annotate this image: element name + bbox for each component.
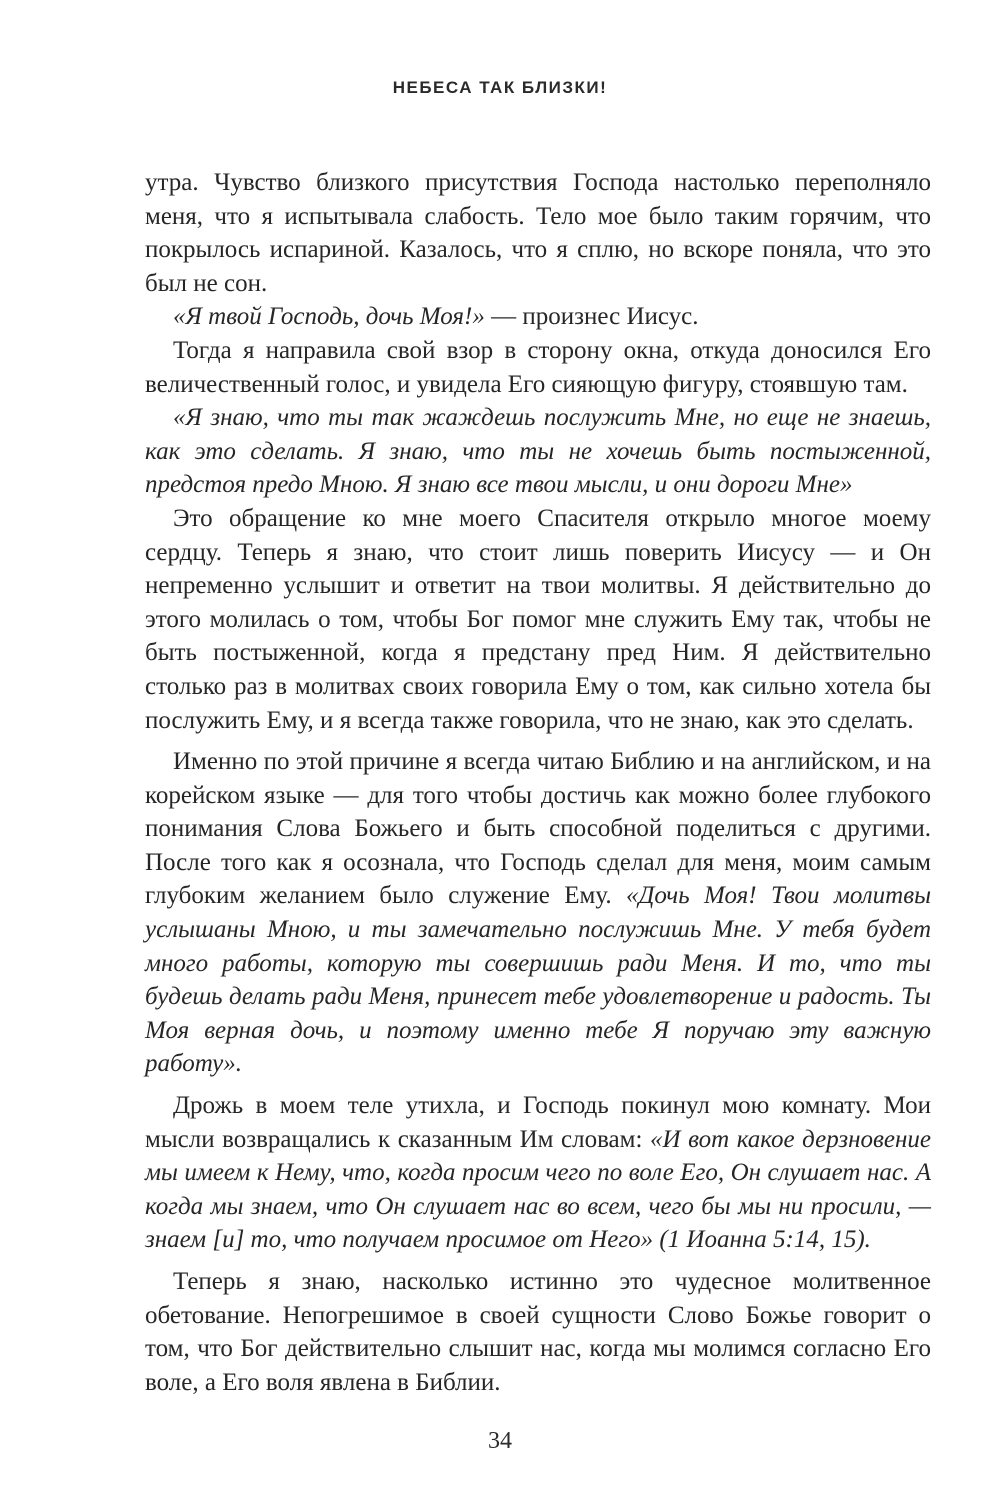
paragraph-2-rest: — произнес Иисус. [484,303,699,331]
paragraph-6-text: Именно по этой причине я всегда читаю Библию и на английском, и на корейском языке — для того чтобы достичь как можно более глубокого понимания Слова Божьего и быть способной поделиться с другими. После того как я осознала, что Господь сделал для меня, моим самым глубоким желанием было служение Ему. [145,748,931,910]
running-title: НЕБЕСА ТАК БЛИЗКИ! [392,78,608,97]
paragraph-8: Теперь я знаю, насколько истинно это чудесное молитвенное обетование. Непогрешимое в своей сущности Слово Божье говорит о том, что Бог действительно слышит нас, когда мы молимся согласно Его воле, а Его воля явлена в Библии. [145,1268,931,1396]
paragraph-7 [145,1089,931,1257]
paragraph-1: утра. Чувство близкого присутствия Господа настолько переполняло меня, что я испытывала слабость. Тело мое было таким горячим, что покрылось испариной. Казалось, что я сплю, но вскоре поняла, что это был не сон. [145,169,931,297]
paragraph-3: Тогда я направила свой взор в сторону окна, откуда доносился Его величественный голос, и увидела Его сияющую фигуру, стоявшую там. [145,336,931,398]
page-number: 34 [488,1428,512,1454]
body-text [145,166,931,1399]
quote-lord-knows: «Я знаю, что ты так жаждешь послужить Мне, но еще не знаешь, как это сделать. Я знаю, что ты не хочешь быть постыженной, предстоя предо Мною. Я знаю все твои мысли, и они дороги Мне» [145,404,931,499]
paragraph-7-text: Дрожь в моем теле утихла, и Господь покинул мою комнату. Мои мысли возвращались к сказанным Им словам: [145,1092,931,1153]
quote-daughter: «Дочь Моя! Твои молитвы услышаны Мною, и ты замечательно послужишь Мне. У тебя будет много работы, которую ты совершишь ради Меня. И то, что ты будешь делать ради Меня, принесет тебе удовлетворение и радость. Ты Моя верная дочь, и поэтому именно тебе Я поручаю эту важную работу». [145,882,932,1078]
quote-john: «И вот какое дерзновение мы имеем к Нему, что, когда просим чего по воле Его, Он слушает нас. А когда мы знаем, что Он слушает нас во всем, чего бы мы ни просили, — знаем [и] то, что получаем просимое от Него» (1 Иоанна 5:14, 15). [145,1125,931,1254]
paragraph-6 [145,745,931,1081]
paragraph-2 [145,300,931,334]
paragraph-4 [145,401,931,502]
quote-lord-intro: «Я твой Господь, дочь Моя!» [173,303,485,331]
paragraph-5: Это обращение ко мне моего Спасителя открыло многое моему сердцу. Теперь я знаю, что стоит лишь поверить Иисусу — и Он непременно услышит и ответит на твои молитвы. Я действительно до этого молилась о том, чтобы Бог помог мне служить Ему так, чтобы не быть постыженной, когда я предстану пред Ним. Я действительно столько раз в молитвах своих говорила Ему о том, как сильно хотела бы послужить Ему, и я всегда также говорила, что не знаю, как это сделать. [145,504,931,734]
